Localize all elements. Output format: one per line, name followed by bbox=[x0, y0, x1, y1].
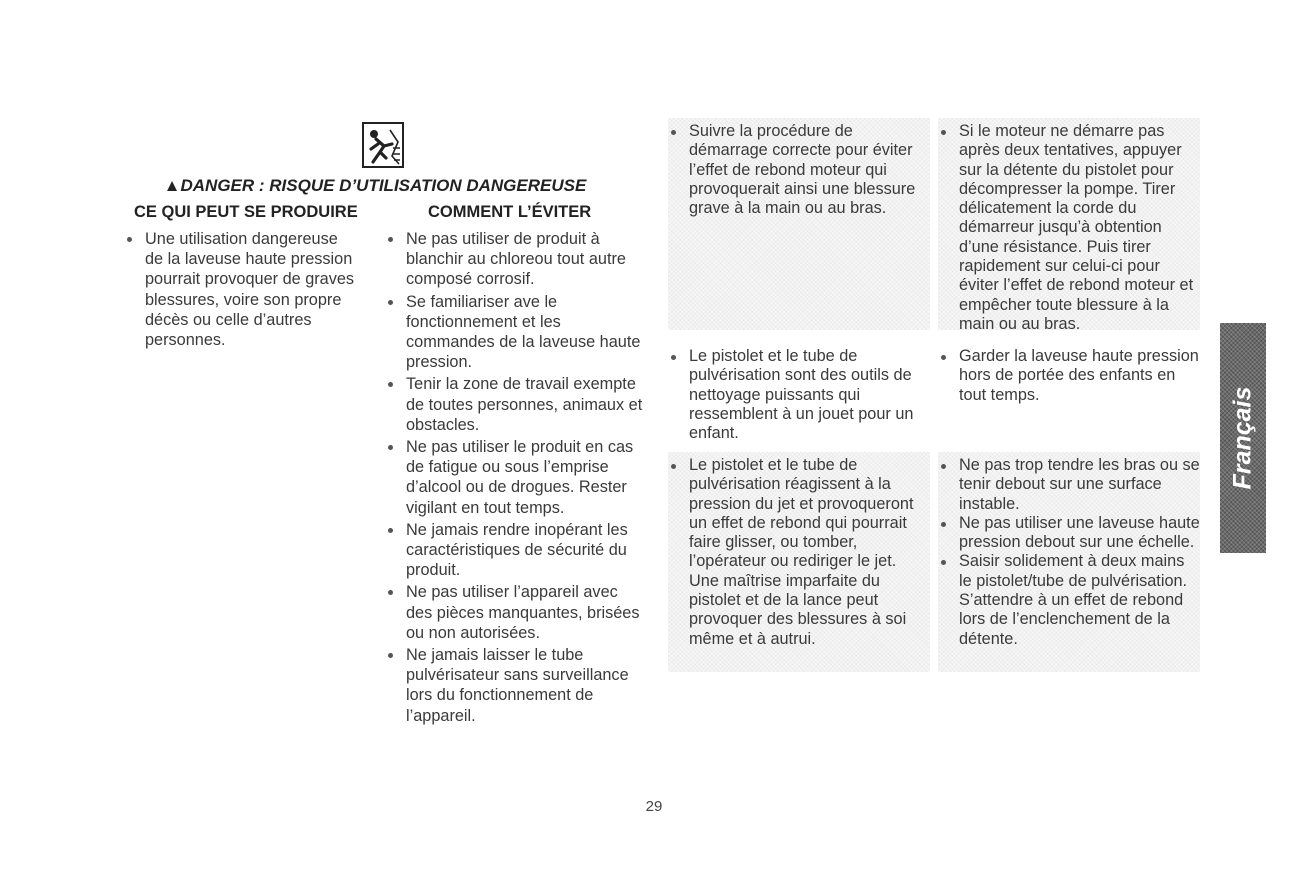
list-item: Tenir la zone de travail exempte de toutes personnes, animaux et obstacles. bbox=[385, 374, 645, 435]
column-heading-how-to-avoid: COMMENT L’ÉVITER bbox=[428, 203, 592, 221]
list-item: Le pistolet et le tube de pulvérisation réagissent à la pression du jet et provoqueront un effet de rebond qui pourrait faire glisser, ou tomber, l’opérateur ou rediriger le jet. Une maîtrise imparfaite du pistolet et de la lance peut provoquer des blessures à soi même et à autrui. bbox=[668, 456, 930, 649]
list-item: Le pistolet et le tube de pulvérisation sont des outils de nettoyage puissants qui ressemblent à un jouet pour un enfant. bbox=[668, 347, 930, 443]
list-item: Ne pas utiliser le produit en cas de fatigue ou sous l’emprise d’alcool ou de drogues. Rester vigilant en tout temps. bbox=[385, 437, 645, 518]
hazard-list bbox=[124, 229, 360, 352]
list-item: Saisir solidement à deux mains le pistolet/tube de pulvérisation. S’attendre à un effet de rebond lors de l’enclenchement de la détente. bbox=[938, 552, 1200, 648]
recoil-hazard-block bbox=[668, 452, 930, 672]
list-item: Se familiariser ave le fonctionnement et les commandes de la laveuse haute pression. bbox=[385, 292, 645, 373]
page-number: 29 bbox=[645, 798, 663, 815]
kickback-prevention-block bbox=[938, 118, 1200, 333]
column-heading-what-can-happen: CE QUI PEUT SE PRODUIRE bbox=[134, 203, 358, 221]
slip-hazard-icon bbox=[362, 122, 404, 168]
list-item: Ne jamais rendre inopérant les caractéristiques de sécurité du produit. bbox=[385, 520, 645, 581]
list-item: Ne jamais laisser le tube pulvérisateur sans surveillance lors du fonctionnement de l’appareil. bbox=[385, 645, 645, 726]
prevention-list bbox=[385, 229, 645, 728]
list-item: Ne pas trop tendre les bras ou se tenir debout sur une surface instable. bbox=[938, 456, 1200, 514]
list-item: Garder la laveuse haute pression hors de portée des enfants en tout temps. bbox=[938, 347, 1200, 405]
list-item: Si le moteur ne démarre pas après deux tentatives, appuyer sur la détente du pistolet pour décompresser la pompe. Tirer délicatement la corde du démarreur jusqu’à obtention d’une résistance. Puis tirer rapidement sur celui-ci pour éviter l’effet de rebond moteur et empêcher toute blessure à la main ou au bras. bbox=[938, 122, 1200, 334]
list-item: Une utilisation dangereuse de la laveuse haute pression pourrait provoquer de graves blessures, voire son propre décès ou celle d’autres personnes. bbox=[124, 229, 360, 350]
list-item: Ne pas utiliser de produit à blanchir au chloreou tout autre composé corrosif. bbox=[385, 229, 645, 290]
list-item: Ne pas utiliser l’appareil avec des pièces manquantes, brisées ou non autorisées. bbox=[385, 582, 645, 643]
danger-heading: ▲DANGER : RISQUE D’UTILISATION DANGEREUSE bbox=[163, 176, 587, 195]
warning-triangle-icon: ▲ bbox=[163, 176, 181, 195]
list-item: Suivre la procédure de démarrage correcte pour éviter l’effet de rebond moteur qui provoquerait ainsi une blessure grave à la main ou au bras. bbox=[668, 122, 930, 218]
recoil-prevention-block bbox=[938, 452, 1200, 672]
child-hazard-block bbox=[668, 343, 930, 447]
list-item: Ne pas utiliser une laveuse haute pression debout sur une échelle. bbox=[938, 514, 1200, 553]
kickback-hazard-block bbox=[668, 118, 930, 330]
child-prevention-block bbox=[938, 343, 1200, 447]
language-tab bbox=[1220, 323, 1266, 553]
language-tab-label: Français bbox=[1228, 386, 1257, 490]
